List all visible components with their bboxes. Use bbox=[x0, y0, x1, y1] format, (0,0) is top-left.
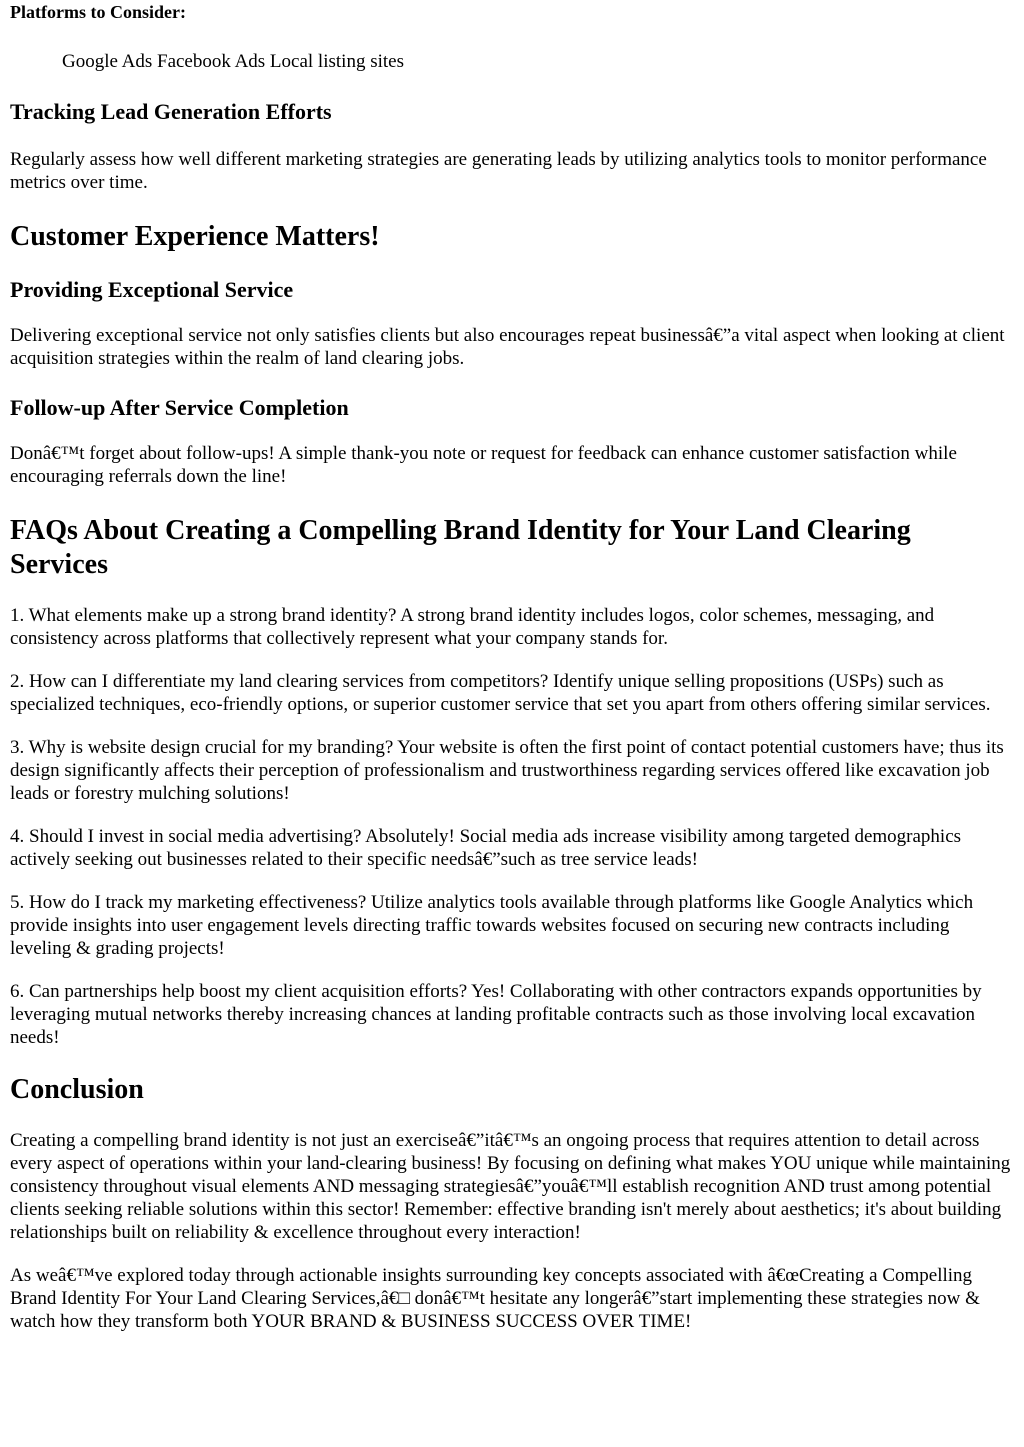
faq-item-6: 6. Can partnerships help boost my client acquisition efforts? Yes! Collaborating with other contractors expands opportunities by leveraging mutual networks thereby increasing chances at landing profitable contracts such as those involving local excavation needs! bbox=[10, 981, 982, 1048]
platforms-label: Platforms to Consider: bbox=[10, 2, 186, 22]
platforms-list: Google Ads Facebook Ads Local listing sites bbox=[62, 51, 404, 72]
exceptional-service-paragraph: Delivering exceptional service not only satisfies clients but also encourages repeat businessâ€”a vital aspect when looking at client acquisition strategies within the realm of land clearing jobs. bbox=[10, 325, 1005, 369]
conclusion-heading: Conclusion bbox=[10, 1074, 144, 1105]
faq-item-4: 4. Should I invest in social media advertising? Absolutely! Social media ads increase visibility among targeted demographics actively seeking out businesses related to their specific needsâ€”such as tree service leads! bbox=[10, 826, 962, 870]
faq-item-1: 1. What elements make up a strong brand identity? A strong brand identity includes logos, color schemes, messaging, and consistency across platforms that collectively represent what your company stands for. bbox=[10, 605, 935, 649]
conclusion-paragraph-1: Creating a compelling brand identity is not just an exerciseâ€”itâ€™s an ongoing process that requires attention to detail across every aspect of operations within your land-clearing business! By focusing on defining what makes YOU unique while maintaining consistency throughout visual elements AND messaging strategiesâ€”youâ€™ll establish recognition AND trust among potential clients seeking reliable solutions within this sector! Remember: effective branding isn't merely about aesthetics; it's about building relationships built on reliability & excellence throughout every interaction! bbox=[10, 1130, 1011, 1243]
tracking-heading: Tracking Lead Generation Efforts bbox=[10, 99, 332, 124]
faq-item-3: 3. Why is website design crucial for my branding? Your website is often the first point of contact potential customers have; thus its design significantly affects their perception of professionalism and trustworthiness regarding services offered like excavation job leads or forestry mulching solutions! bbox=[10, 737, 1004, 804]
exceptional-service-heading: Providing Exceptional Service bbox=[10, 277, 294, 302]
customer-experience-heading: Customer Experience Matters! bbox=[10, 221, 380, 252]
tracking-paragraph: Regularly assess how well different marketing strategies are generating leads by utilizing analytics tools to monitor performance metrics over time. bbox=[10, 149, 987, 193]
faq-item-5: 5. How do I track my marketing effectiveness? Utilize analytics tools available through platforms like Google Analytics which provide insights into user engagement levels directing traffic towards websites focused on securing new contracts including leveling & grading projects! bbox=[10, 892, 974, 959]
followup-heading: Follow-up After Service Completion bbox=[10, 395, 349, 420]
faq-item-2: 2. How can I differentiate my land clearing services from competitors? Identify unique selling propositions (USPs) such as specialized techniques, eco-friendly options, or superior customer service that set you apart from others offering similar services. bbox=[10, 671, 991, 715]
conclusion-paragraph-2: As weâ€™ve explored today through actionable insights surrounding key concepts associated with â€œCreating a Compelling Brand Identity For Your Land Clearing Services,â€□ donâ€™t hesitate any longerâ€”start implementing these strategies now & watch how they transform both YOUR BRAND & BUSINESS SUCCESS OVER TIME! bbox=[10, 1265, 980, 1332]
followup-paragraph: Donâ€™t forget about follow-ups! A simple thank-you note or request for feedback can enhance customer satisfaction while encouraging referrals down the line! bbox=[10, 443, 957, 487]
article-page bbox=[0, 1, 1024, 1333]
faqs-heading: FAQs About Creating a Compelling Brand Identity for Your Land Clearing Services bbox=[10, 515, 911, 580]
